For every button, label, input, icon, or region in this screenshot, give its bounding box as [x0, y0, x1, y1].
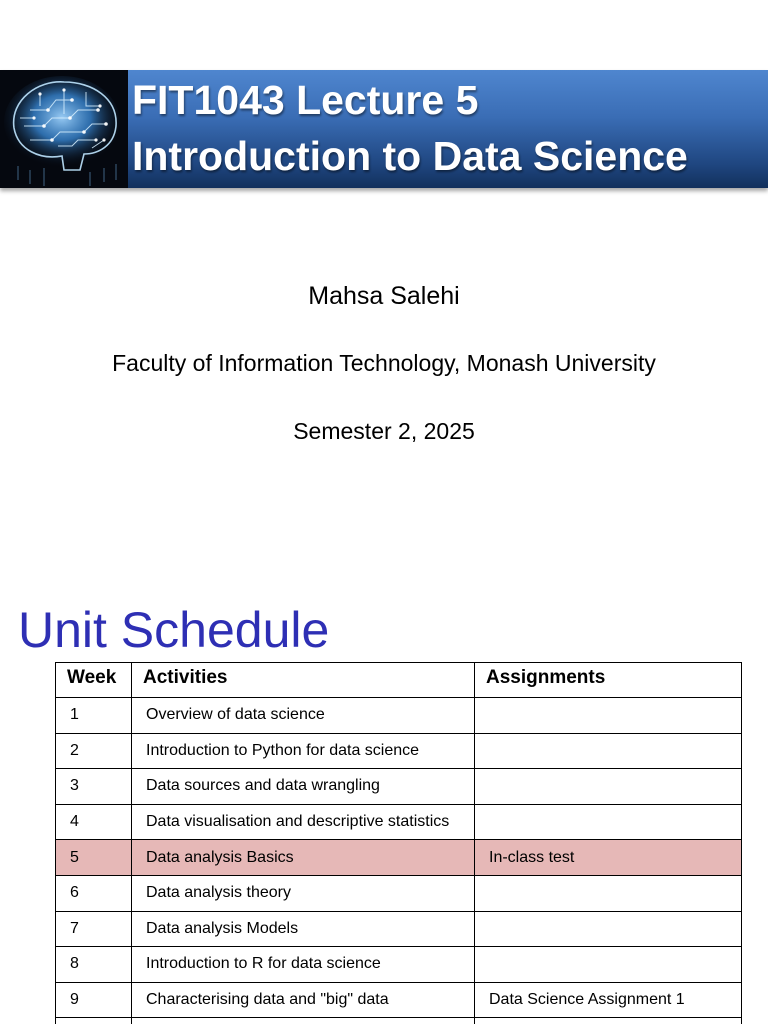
week-cell: 9: [56, 982, 132, 1018]
assignment-cell: [475, 769, 742, 805]
assignment-cell: [475, 911, 742, 947]
week-cell: 5: [56, 840, 132, 876]
week-cell: 7: [56, 911, 132, 947]
assignment-cell: [475, 947, 742, 983]
activity-cell: Characterising data and "big" data: [132, 982, 475, 1018]
table-row-highlighted: [56, 840, 742, 876]
assignment-cell: [475, 1018, 742, 1024]
author-name: Mahsa Salehi: [308, 282, 460, 310]
table-row: [56, 947, 742, 983]
schedule-heading: Unit Schedule: [18, 602, 330, 658]
week-cell: 3: [56, 769, 132, 805]
assignment-cell: [475, 698, 742, 734]
lecture-title: FIT1043 Lecture 5: [132, 77, 479, 123]
activity-cell: Introduction to R for data science: [132, 947, 475, 983]
assignment-cell: [475, 875, 742, 911]
week-cell: [56, 1018, 132, 1024]
column-header-activities: Activities: [132, 663, 475, 698]
activity-cell: Introduction to Python for data science: [132, 733, 475, 769]
semester: Semester 2, 2025: [293, 418, 475, 444]
course-title: Introduction to Data Science: [132, 133, 688, 179]
assignment-cell: [475, 804, 742, 840]
week-cell: 8: [56, 947, 132, 983]
table-row: [56, 769, 742, 805]
activity-cell: Overview of data science: [132, 698, 475, 734]
table-row: [56, 1018, 742, 1024]
activity-cell: Data analysis theory: [132, 875, 475, 911]
activity-cell: Data sources and data wrangling: [132, 769, 475, 805]
table-row: [56, 804, 742, 840]
activity-cell: Data analysis Models: [132, 911, 475, 947]
table-header-row: [56, 663, 742, 698]
title-banner: [0, 70, 768, 188]
week-cell: 4: [56, 804, 132, 840]
brain-circuit-icon: [0, 70, 128, 188]
table-row: [56, 982, 742, 1018]
week-cell: 2: [56, 733, 132, 769]
assignment-cell: In-class test: [475, 840, 742, 876]
table-row: [56, 698, 742, 734]
week-cell: 1: [56, 698, 132, 734]
assignment-cell: [475, 733, 742, 769]
activity-cell: Data visualisation and descriptive statistics: [132, 804, 475, 840]
affiliation: Faculty of Information Technology, Monash University: [112, 350, 656, 376]
schedule-table: [55, 662, 742, 1024]
table-row: [56, 911, 742, 947]
table-row: [56, 733, 742, 769]
activity-cell: Data analysis Basics: [132, 840, 475, 876]
week-cell: 6: [56, 875, 132, 911]
activity-cell: [132, 1018, 475, 1024]
column-header-assignments: Assignments: [475, 663, 742, 698]
table-row: [56, 875, 742, 911]
assignment-cell: Data Science Assignment 1: [475, 982, 742, 1018]
column-header-week: Week: [56, 663, 132, 698]
